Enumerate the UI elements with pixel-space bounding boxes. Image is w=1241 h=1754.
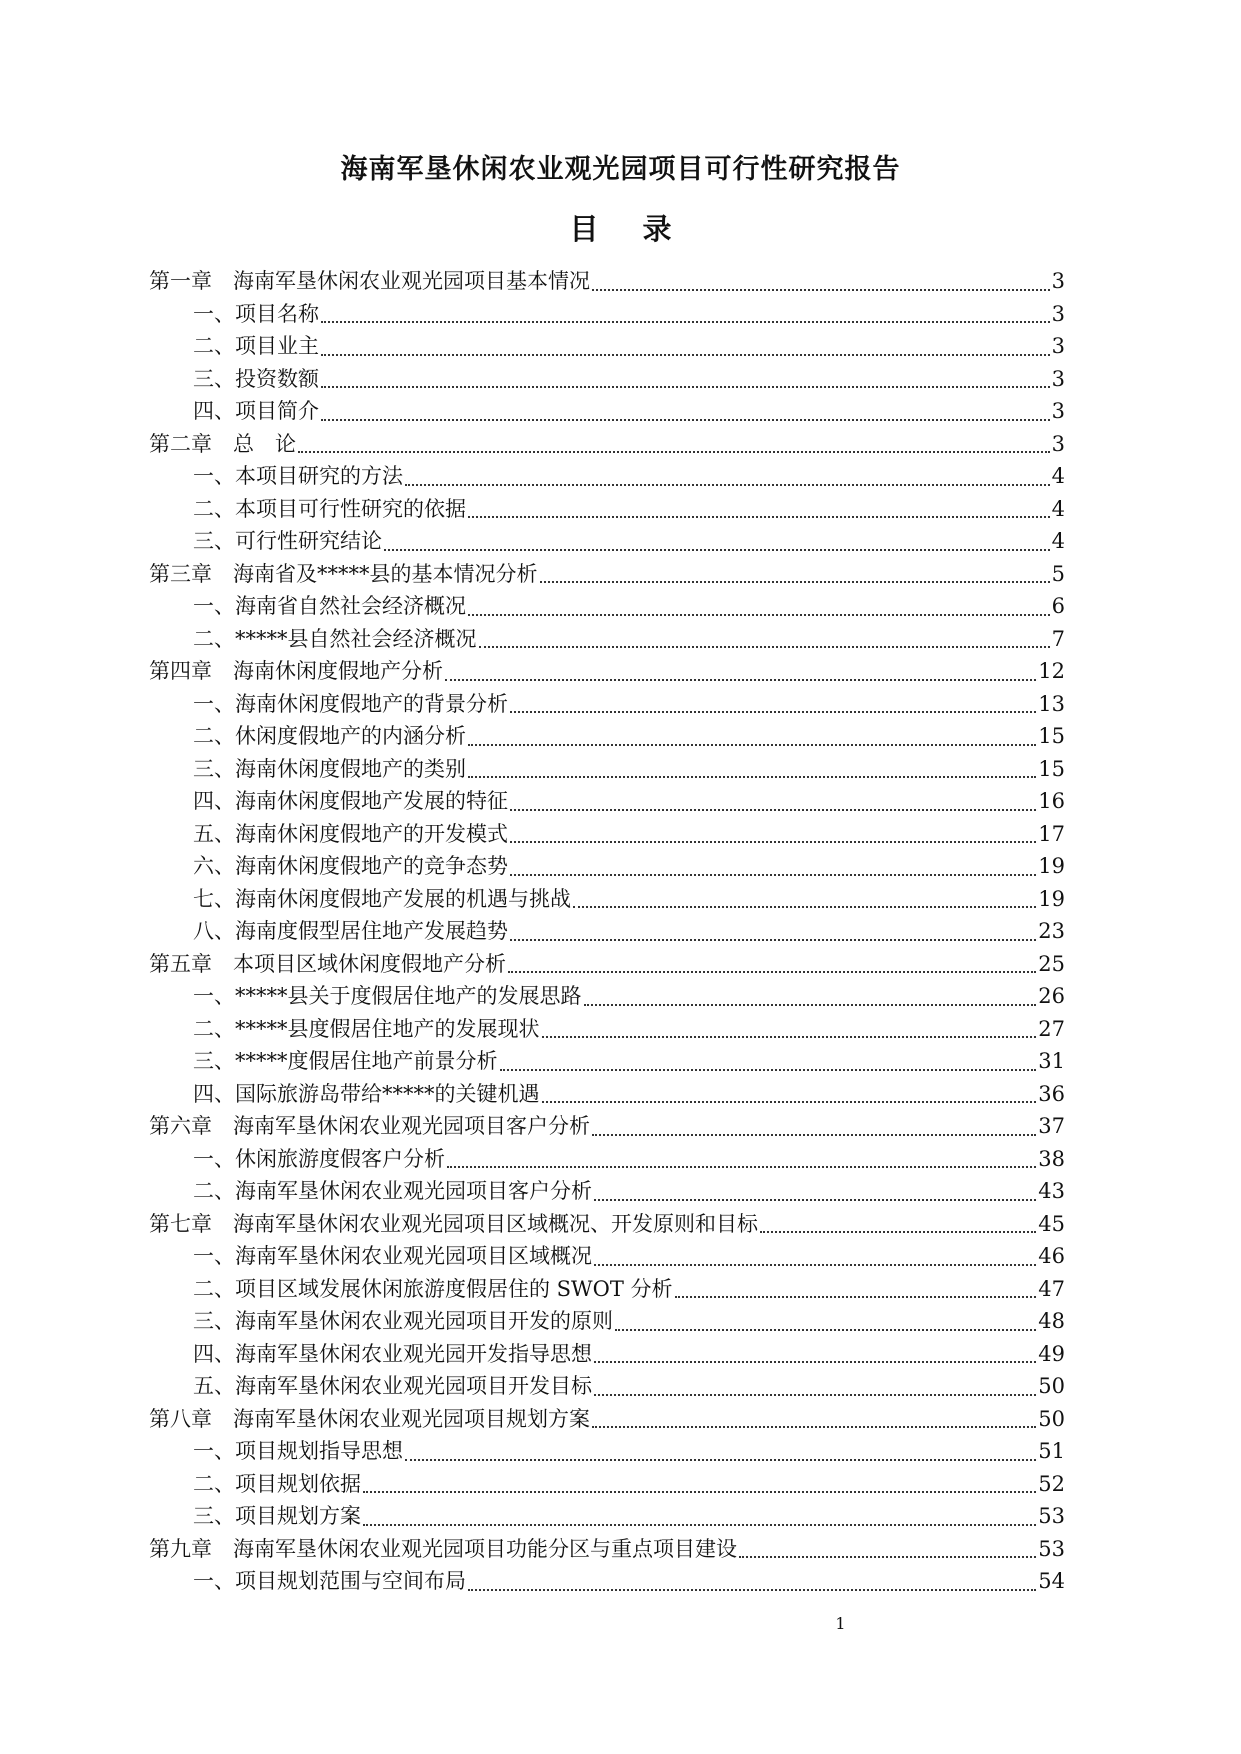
toc-entry-page: 27: [1038, 1016, 1065, 1041]
toc-entry-label: 五、海南休闲度假地产的开发模式: [193, 821, 508, 846]
toc-dot-leader: [592, 289, 1050, 291]
toc-entry-label: 二、海南军垦休闲农业观光园项目客户分析: [193, 1179, 592, 1203]
toc-dot-leader: [468, 614, 1050, 616]
toc-dot-leader: [573, 906, 1036, 908]
toc-section-entry[interactable]: [149, 1338, 1065, 1371]
toc-entry-page: 53: [1038, 1504, 1065, 1528]
toc-entry-label: 二、*****县自然社会经济概况: [193, 626, 477, 651]
toc-dot-leader: [445, 679, 1036, 681]
toc-chapter-entry[interactable]: [149, 558, 1065, 591]
toc-entry-label: 第一章 海南军垦休闲农业观光园项目基本情况: [149, 269, 590, 293]
toc-section-entry[interactable]: [149, 1045, 1065, 1078]
toc-dot-leader: [594, 1394, 1036, 1396]
toc-dot-leader: [384, 549, 1050, 551]
toc-entry-label: 一、本项目研究的方法: [193, 464, 403, 488]
toc-section-entry[interactable]: [149, 298, 1065, 331]
toc-section-entry[interactable]: [149, 915, 1065, 948]
table-of-contents: [149, 265, 1065, 1598]
toc-dot-leader: [363, 1524, 1036, 1526]
toc-heading-char-1: 目: [569, 212, 599, 246]
toc-dot-leader: [592, 1134, 1036, 1136]
toc-entry-label: 三、项目规划方案: [193, 1504, 361, 1528]
toc-dot-leader: [510, 809, 1036, 811]
toc-chapter-entry[interactable]: [149, 1403, 1065, 1436]
toc-dot-leader: [405, 1459, 1036, 1461]
toc-section-entry[interactable]: [149, 1273, 1065, 1306]
toc-heading: [0, 210, 1241, 248]
toc-section-entry[interactable]: [149, 1143, 1065, 1176]
toc-section-entry[interactable]: [149, 1565, 1065, 1598]
toc-chapter-entry[interactable]: [149, 428, 1065, 461]
toc-entry-label: 四、项目简介: [193, 399, 319, 423]
toc-section-entry[interactable]: [149, 1500, 1065, 1533]
toc-chapter-entry[interactable]: [149, 265, 1065, 298]
toc-entry-page: 51: [1038, 1439, 1065, 1463]
toc-entry-label: 四、国际旅游岛带给*****的关键机遇: [193, 1081, 540, 1106]
toc-chapter-entry[interactable]: [149, 1533, 1065, 1566]
toc-dot-leader: [468, 516, 1050, 518]
toc-section-entry[interactable]: [149, 688, 1065, 721]
toc-dot-leader: [510, 874, 1036, 876]
toc-entry-label: 三、投资数额: [193, 366, 319, 391]
toc-dot-leader: [468, 744, 1036, 746]
toc-section-entry[interactable]: [149, 363, 1065, 396]
toc-entry-page: 3: [1051, 399, 1065, 423]
toc-entry-page: 46: [1038, 1244, 1065, 1268]
toc-dot-leader: [675, 1296, 1037, 1298]
toc-entry-label: 三、海南军垦休闲农业观光园项目开发的原则: [193, 1309, 613, 1333]
toc-section-entry[interactable]: [149, 330, 1065, 363]
toc-entry-label: 五、海南军垦休闲农业观光园项目开发目标: [193, 1374, 592, 1398]
toc-entry-page: 13: [1038, 691, 1065, 716]
toc-dot-leader: [479, 646, 1050, 648]
toc-entry-page: 26: [1038, 984, 1065, 1008]
toc-entry-label: 二、项目规划依据: [193, 1471, 361, 1496]
toc-chapter-entry[interactable]: [149, 1208, 1065, 1241]
toc-dot-leader: [592, 1426, 1036, 1428]
toc-entry-label: 四、海南休闲度假地产发展的特征: [193, 789, 508, 813]
toc-entry-label: 第五章 本项目区域休闲度假地产分析: [149, 951, 506, 976]
toc-section-entry[interactable]: [149, 1175, 1065, 1208]
toc-entry-page: 23: [1038, 919, 1065, 943]
toc-entry-label: 八、海南度假型居住地产发展趋势: [193, 919, 508, 943]
toc-section-entry[interactable]: [149, 785, 1065, 818]
toc-entry-label: 一、海南省自然社会经济概况: [193, 594, 466, 618]
toc-entry-label: 第七章 海南军垦休闲农业观光园项目区域概况、开发原则和目标: [149, 1211, 758, 1236]
toc-section-entry[interactable]: [149, 1435, 1065, 1468]
toc-section-entry[interactable]: [149, 720, 1065, 753]
toc-section-entry[interactable]: [149, 980, 1065, 1013]
toc-entry-label: 第四章 海南休闲度假地产分析: [149, 659, 443, 683]
toc-section-entry[interactable]: [149, 493, 1065, 526]
toc-entry-page: 45: [1038, 1211, 1065, 1236]
toc-entry-page: 19: [1038, 886, 1065, 911]
toc-dot-leader: [510, 841, 1036, 843]
toc-entry-page: 4: [1051, 464, 1065, 488]
toc-entry-label: 二、本项目可行性研究的依据: [193, 496, 466, 521]
toc-entry-page: 52: [1038, 1471, 1065, 1496]
toc-section-entry[interactable]: [149, 883, 1065, 916]
toc-chapter-entry[interactable]: [149, 948, 1065, 981]
toc-dot-leader: [615, 1329, 1036, 1331]
toc-dot-leader: [298, 451, 1050, 453]
toc-entry-page: 31: [1038, 1049, 1065, 1073]
toc-entry-page: 3: [1051, 269, 1065, 293]
toc-entry-label: 第八章 海南军垦休闲农业观光园项目规划方案: [149, 1406, 590, 1431]
toc-entry-page: 16: [1038, 789, 1065, 813]
toc-entry-label: 第九章 海南军垦休闲农业观光园项目功能分区与重点项目建设: [149, 1536, 737, 1561]
toc-entry-page: 4: [1051, 496, 1065, 521]
toc-entry-page: 37: [1038, 1114, 1065, 1138]
toc-section-entry[interactable]: [149, 1468, 1065, 1501]
toc-dot-leader: [510, 939, 1036, 941]
toc-dot-leader: [321, 386, 1050, 388]
toc-entry-page: 15: [1038, 756, 1065, 781]
toc-section-entry[interactable]: [149, 525, 1065, 558]
toc-entry-page: 50: [1038, 1374, 1065, 1398]
toc-section-entry[interactable]: [149, 395, 1065, 428]
toc-dot-leader: [760, 1231, 1036, 1233]
toc-entry-page: 49: [1038, 1341, 1065, 1366]
toc-entry-label: 三、可行性研究结论: [193, 529, 382, 553]
toc-dot-leader: [468, 1589, 1036, 1591]
toc-entry-label: 一、*****县关于度假居住地产的发展思路: [193, 984, 582, 1008]
toc-dot-leader: [447, 1166, 1036, 1168]
toc-entry-page: 3: [1051, 301, 1065, 326]
toc-entry-label: 一、海南军垦休闲农业观光园项目区域概况: [193, 1244, 592, 1268]
toc-entry-label: 二、项目区域发展休闲旅游度假居住的 SWOT 分析: [193, 1276, 673, 1301]
toc-entry-page: 15: [1038, 724, 1065, 748]
toc-entry-page: 12: [1038, 659, 1065, 683]
toc-entry-page: 36: [1038, 1081, 1065, 1106]
toc-section-entry[interactable]: [149, 1370, 1065, 1403]
toc-dot-leader: [321, 419, 1050, 421]
toc-entry-page: 7: [1051, 626, 1065, 651]
toc-chapter-entry[interactable]: [149, 655, 1065, 688]
toc-entry-label: 第二章 总 论: [149, 431, 296, 456]
toc-dot-leader: [321, 354, 1050, 356]
toc-entry-label: 一、项目名称: [193, 301, 319, 326]
document-title: 海南军垦休闲农业观光园项目可行性研究报告: [340, 154, 901, 185]
toc-heading-char-2: 录: [642, 212, 672, 246]
toc-entry-label: 二、项目业主: [193, 334, 319, 358]
toc-entry-page: 19: [1038, 854, 1065, 878]
toc-dot-leader: [594, 1199, 1036, 1201]
toc-dot-leader: [510, 711, 1036, 713]
toc-section-entry[interactable]: [149, 1305, 1065, 1338]
toc-entry-label: 一、项目规划指导思想: [193, 1439, 403, 1463]
toc-entry-page: 5: [1051, 561, 1065, 586]
toc-entry-label: 三、*****度假居住地产前景分析: [193, 1049, 498, 1073]
toc-dot-leader: [468, 776, 1036, 778]
toc-entry-label: 二、*****县度假居住地产的发展现状: [193, 1016, 540, 1041]
toc-entry-label: 第六章 海南军垦休闲农业观光园项目客户分析: [149, 1114, 590, 1138]
toc-chapter-entry[interactable]: [149, 1110, 1065, 1143]
toc-section-entry[interactable]: [149, 460, 1065, 493]
toc-entry-label: 一、休闲旅游度假客户分析: [193, 1146, 445, 1171]
toc-entry-page: 4: [1051, 529, 1065, 553]
toc-dot-leader: [739, 1556, 1036, 1558]
toc-entry-label: 一、项目规划范围与空间布局: [193, 1569, 466, 1593]
toc-entry-page: 38: [1038, 1146, 1065, 1171]
toc-section-entry[interactable]: [149, 1240, 1065, 1273]
toc-dot-leader: [321, 321, 1050, 323]
toc-dot-leader: [542, 1101, 1037, 1103]
toc-dot-leader: [542, 1036, 1037, 1038]
toc-section-entry[interactable]: [149, 623, 1065, 656]
toc-section-entry[interactable]: [149, 850, 1065, 883]
toc-entry-label: 二、休闲度假地产的内涵分析: [193, 724, 466, 748]
toc-entry-label: 三、海南休闲度假地产的类别: [193, 756, 466, 781]
toc-entry-label: 六、海南休闲度假地产的竞争态势: [193, 854, 508, 878]
toc-entry-page: 43: [1038, 1179, 1065, 1203]
toc-dot-leader: [508, 971, 1036, 973]
toc-section-entry[interactable]: [149, 1078, 1065, 1111]
toc-dot-leader: [584, 1004, 1037, 1006]
toc-entry-page: 48: [1038, 1309, 1065, 1333]
page-number: 1: [835, 1614, 846, 1633]
toc-entry-page: 3: [1051, 366, 1065, 391]
toc-section-entry[interactable]: [149, 1013, 1065, 1046]
toc-entry-label: 四、海南军垦休闲农业观光园开发指导思想: [193, 1341, 592, 1366]
toc-entry-page: 25: [1038, 951, 1065, 976]
toc-entry-page: 17: [1038, 821, 1065, 846]
toc-entry-label: 一、海南休闲度假地产的背景分析: [193, 691, 508, 716]
toc-entry-page: 47: [1038, 1276, 1065, 1301]
toc-dot-leader: [594, 1264, 1036, 1266]
toc-entry-page: 3: [1051, 334, 1065, 358]
toc-section-entry[interactable]: [149, 818, 1065, 851]
toc-dot-leader: [540, 581, 1050, 583]
toc-dot-leader: [500, 1069, 1037, 1071]
toc-entry-page: 53: [1038, 1536, 1065, 1561]
toc-entry-label: 七、海南休闲度假地产发展的机遇与挑战: [193, 886, 571, 911]
toc-dot-leader: [405, 484, 1050, 486]
toc-dot-leader: [594, 1361, 1036, 1363]
toc-entry-page: 54: [1038, 1569, 1065, 1593]
toc-section-entry[interactable]: [149, 590, 1065, 623]
toc-entry-page: 6: [1051, 594, 1065, 618]
toc-entry-label: 第三章 海南省及*****县的基本情况分析: [149, 561, 538, 586]
toc-dot-leader: [363, 1491, 1036, 1493]
toc-entry-page: 3: [1051, 431, 1065, 456]
toc-section-entry[interactable]: [149, 753, 1065, 786]
toc-entry-page: 50: [1038, 1406, 1065, 1431]
